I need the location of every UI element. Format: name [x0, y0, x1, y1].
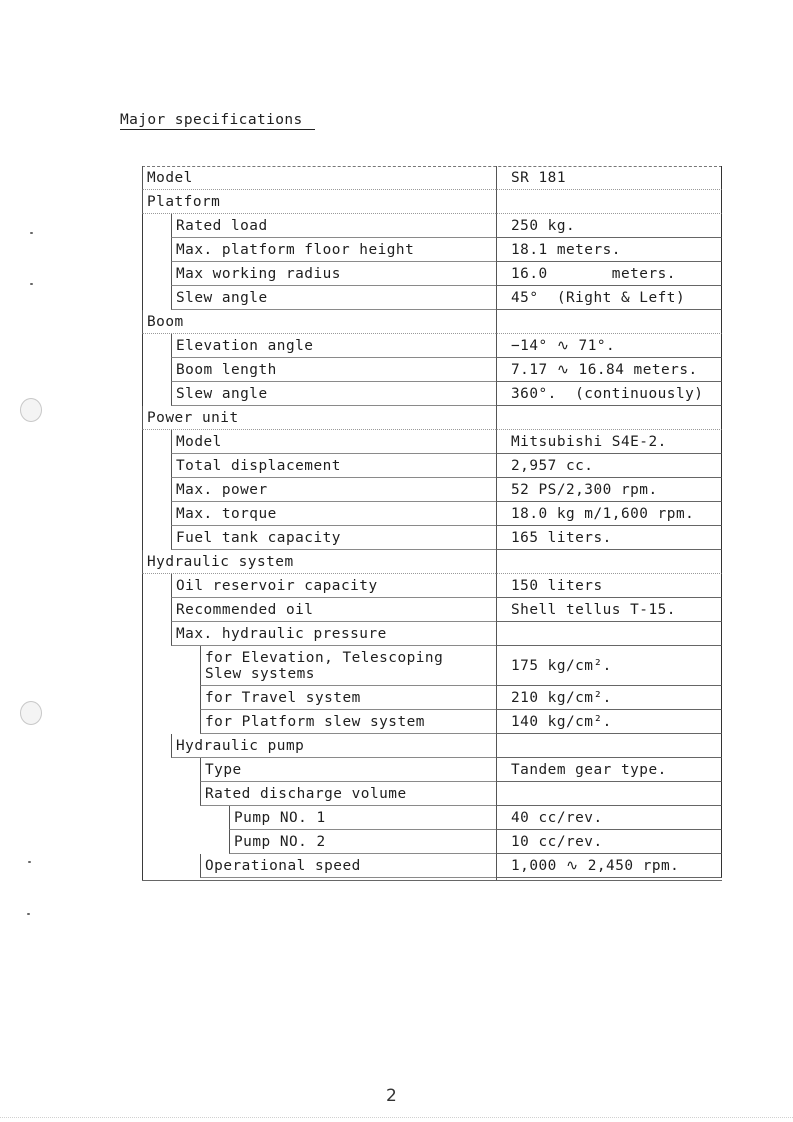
row-label: Slew angle	[171, 382, 496, 406]
spec-section-rated-discharge-volume	[142, 782, 722, 806]
row-value: 10 cc/rev.	[496, 830, 722, 854]
row-label: Pump NO. 1	[229, 806, 496, 830]
row-label: Slew angle	[171, 286, 496, 310]
row-value	[496, 782, 722, 806]
spec-section-max-hydraulic-pressure	[142, 622, 722, 646]
row-label: Max. torque	[171, 502, 496, 526]
section-label: Platform	[142, 190, 496, 214]
row-label: Operational speed	[200, 854, 496, 878]
row-value: Shell tellus T-15.	[496, 598, 722, 622]
spec-section-platform	[142, 190, 722, 214]
page-heading: Major specifications	[120, 111, 315, 130]
table-bottom-rule	[142, 880, 722, 881]
row-value: 210 kg/cm².	[496, 686, 722, 710]
spec-row-boom-length	[142, 358, 722, 382]
row-value	[496, 734, 722, 758]
scan-speck	[30, 283, 33, 285]
spec-row-operational-speed	[142, 854, 722, 878]
specifications-table	[142, 166, 722, 881]
section-label: Hydraulic pump	[171, 734, 496, 758]
punch-hole-mark	[20, 701, 42, 725]
row-label: Type	[200, 758, 496, 782]
spec-row-max-power	[142, 478, 722, 502]
row-label: Model	[171, 430, 496, 454]
row-label: Total displacement	[171, 454, 496, 478]
row-value: 175 kg/cm².	[496, 646, 722, 686]
row-value: Tandem gear type.	[496, 758, 722, 782]
row-label: for Platform slew system	[200, 710, 496, 734]
spec-row-pump-no-2	[142, 830, 722, 854]
section-label: Boom	[142, 310, 496, 334]
row-value	[496, 190, 722, 214]
spec-section-hydraulic-pump	[142, 734, 722, 758]
section-label: Rated discharge volume	[200, 782, 496, 806]
row-value: 40 cc/rev.	[496, 806, 722, 830]
row-label: Elevation angle	[171, 334, 496, 358]
spec-row-pressure-elevation-telescoping	[142, 646, 722, 686]
row-value: 18.1 meters.	[496, 238, 722, 262]
row-value: 16.0 meters.	[496, 262, 722, 286]
row-label: Oil reservoir capacity	[171, 574, 496, 598]
row-value: 45° (Right & Left)	[496, 286, 722, 310]
page-number: 2	[386, 1086, 397, 1106]
spec-row-engine-model	[142, 430, 722, 454]
spec-row-oil-reservoir-capacity	[142, 574, 722, 598]
row-value: 150 liters	[496, 574, 722, 598]
spec-row-boom-slew-angle	[142, 382, 722, 406]
spec-row-max-platform-floor-height	[142, 238, 722, 262]
spec-row-platform-slew-angle	[142, 286, 722, 310]
page-bottom-edge	[0, 1117, 793, 1118]
spec-row-recommended-oil	[142, 598, 722, 622]
spec-section-boom	[142, 310, 722, 334]
row-value: −14° ∿ 71°.	[496, 334, 722, 358]
row-label: Max. power	[171, 478, 496, 502]
row-label: Recommended oil	[171, 598, 496, 622]
row-value: 18.0 kg m/1,600 rpm.	[496, 502, 722, 526]
section-label: Max. hydraulic pressure	[171, 622, 496, 646]
row-value: SR 181	[496, 166, 722, 190]
row-value	[496, 622, 722, 646]
spec-row-max-torque	[142, 502, 722, 526]
row-value: 52 PS/2,300 rpm.	[496, 478, 722, 502]
scan-speck	[30, 232, 33, 234]
row-value: 140 kg/cm².	[496, 710, 722, 734]
row-label: Max working radius	[171, 262, 496, 286]
row-label: for Elevation, Telescoping Slew systems	[200, 646, 496, 686]
spec-section-power-unit	[142, 406, 722, 430]
spec-row-fuel-tank-capacity	[142, 526, 722, 550]
row-label: for Travel system	[200, 686, 496, 710]
scan-speck	[27, 913, 30, 915]
row-value: 2,957 cc.	[496, 454, 722, 478]
spec-row-total-displacement	[142, 454, 722, 478]
row-label: Fuel tank capacity	[171, 526, 496, 550]
spec-section-hydraulic-system	[142, 550, 722, 574]
row-label: Pump NO. 2	[229, 830, 496, 854]
scan-speck	[28, 861, 31, 863]
row-value: 1,000 ∿ 2,450 rpm.	[496, 854, 722, 878]
row-value: Mitsubishi S4E-2.	[496, 430, 722, 454]
spec-row-elevation-angle	[142, 334, 722, 358]
spec-row-pump-no-1	[142, 806, 722, 830]
row-value	[496, 310, 722, 334]
row-value: 7.17 ∿ 16.84 meters.	[496, 358, 722, 382]
row-label: Boom length	[171, 358, 496, 382]
row-label: Model	[142, 166, 496, 190]
row-label: Max. platform floor height	[171, 238, 496, 262]
spec-row-pressure-platform-slew	[142, 710, 722, 734]
section-label: Hydraulic system	[142, 550, 496, 574]
row-value: 360°. (continuously)	[496, 382, 722, 406]
row-value	[496, 406, 722, 430]
row-value	[496, 550, 722, 574]
row-value: 250 kg.	[496, 214, 722, 238]
section-label: Power unit	[142, 406, 496, 430]
spec-row-model	[142, 166, 722, 190]
spec-row-pressure-travel	[142, 686, 722, 710]
spec-row-pump-type	[142, 758, 722, 782]
spec-row-max-working-radius	[142, 262, 722, 286]
punch-hole-mark	[20, 398, 42, 422]
row-label: Rated load	[171, 214, 496, 238]
spec-row-rated-load	[142, 214, 722, 238]
row-value: 165 liters.	[496, 526, 722, 550]
